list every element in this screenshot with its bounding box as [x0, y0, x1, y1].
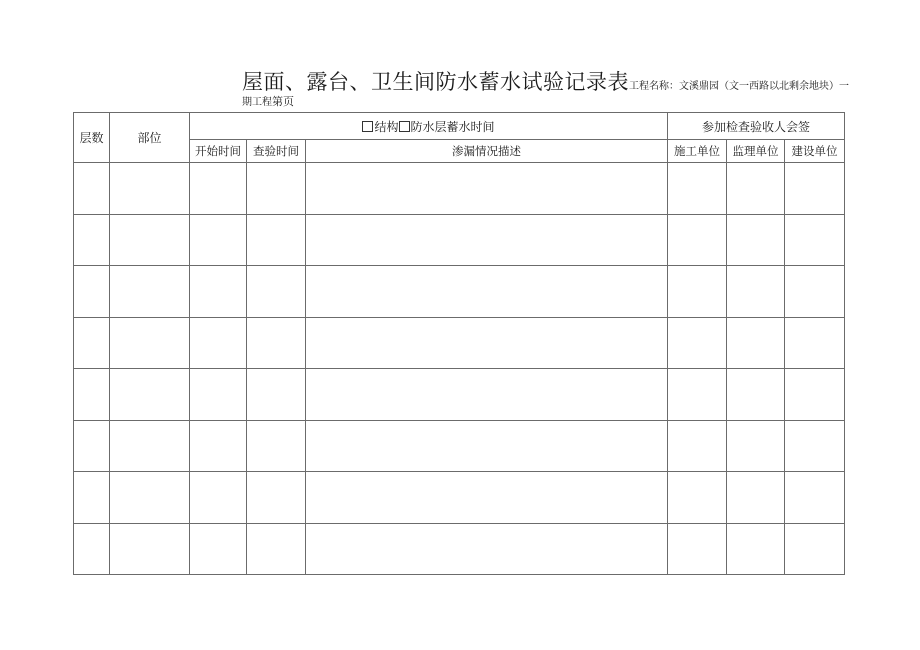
cell-floor[interactable] [74, 214, 110, 266]
form-title [242, 66, 849, 96]
header-floor: 层数 [74, 113, 110, 163]
cell-supervision-unit[interactable] [727, 163, 785, 215]
cell-check-time[interactable] [247, 420, 306, 472]
cell-floor[interactable] [74, 523, 110, 575]
cell-start-time[interactable] [190, 266, 247, 318]
cell-owner-unit[interactable] [785, 266, 845, 318]
header-part: 部位 [110, 113, 190, 163]
record-table [73, 112, 845, 575]
cell-start-time[interactable] [190, 369, 247, 421]
cell-floor[interactable] [74, 369, 110, 421]
cell-construction-unit[interactable] [668, 369, 727, 421]
cell-construction-unit[interactable] [668, 420, 727, 472]
cell-owner-unit[interactable] [785, 472, 845, 524]
cell-leak-description[interactable] [306, 523, 668, 575]
cell-leak-description[interactable] [306, 472, 668, 524]
table-row [74, 472, 845, 524]
page-label: 第页 [272, 95, 294, 108]
cell-construction-unit[interactable] [668, 523, 727, 575]
project-name: 文溪鼎园（文一西路以北剩余地块）一 [679, 81, 849, 92]
cell-owner-unit[interactable] [785, 369, 845, 421]
option-waterproof-label: 防水层蓄水时间 [410, 119, 495, 134]
form-title-main: 屋面、露台、卫生间防水蓄水试验记录表 [242, 70, 629, 94]
cell-part[interactable] [110, 472, 190, 524]
header-start-time: 开始时间 [190, 140, 247, 163]
header-leak-description: 渗漏情况描述 [306, 140, 668, 163]
cell-floor[interactable] [74, 420, 110, 472]
cell-construction-unit[interactable] [668, 163, 727, 215]
checkbox-waterproof-layer[interactable] [399, 121, 410, 132]
cell-leak-description[interactable] [306, 163, 668, 215]
cell-floor[interactable] [74, 266, 110, 318]
project-label: 工程名称： [629, 81, 679, 92]
cell-supervision-unit[interactable] [727, 369, 785, 421]
checkbox-structure[interactable] [362, 121, 373, 132]
cell-leak-description[interactable] [306, 266, 668, 318]
cell-part[interactable] [110, 523, 190, 575]
cell-supervision-unit[interactable] [727, 317, 785, 369]
table-row [74, 317, 845, 369]
cell-leak-description[interactable] [306, 317, 668, 369]
cell-leak-description[interactable] [306, 369, 668, 421]
cell-part[interactable] [110, 266, 190, 318]
table-row [74, 163, 845, 215]
cell-leak-description[interactable] [306, 420, 668, 472]
cell-construction-unit[interactable] [668, 317, 727, 369]
cell-check-time[interactable] [247, 369, 306, 421]
cell-start-time[interactable] [190, 523, 247, 575]
header-row-2 [74, 140, 845, 163]
cell-check-time[interactable] [247, 266, 306, 318]
cell-check-time[interactable] [247, 523, 306, 575]
cell-supervision-unit[interactable] [727, 523, 785, 575]
cell-supervision-unit[interactable] [727, 266, 785, 318]
header-construction-unit: 施工单位 [668, 140, 727, 163]
cell-owner-unit[interactable] [785, 317, 845, 369]
table-row [74, 266, 845, 318]
cell-floor[interactable] [74, 317, 110, 369]
cell-start-time[interactable] [190, 163, 247, 215]
cell-owner-unit[interactable] [785, 214, 845, 266]
cell-construction-unit[interactable] [668, 472, 727, 524]
cell-check-time[interactable] [247, 317, 306, 369]
cell-owner-unit[interactable] [785, 163, 845, 215]
form-title-line2 [242, 93, 294, 109]
cell-check-time[interactable] [247, 163, 306, 215]
cell-part[interactable] [110, 214, 190, 266]
cell-floor[interactable] [74, 163, 110, 215]
cell-part[interactable] [110, 420, 190, 472]
table-row [74, 369, 845, 421]
cell-part[interactable] [110, 163, 190, 215]
header-supervision-unit: 监理单位 [727, 140, 785, 163]
cell-start-time[interactable] [190, 317, 247, 369]
cell-floor[interactable] [74, 472, 110, 524]
cell-owner-unit[interactable] [785, 523, 845, 575]
cell-start-time[interactable] [190, 214, 247, 266]
cell-supervision-unit[interactable] [727, 420, 785, 472]
cell-supervision-unit[interactable] [727, 214, 785, 266]
option-structure-label: 结构 [374, 119, 399, 134]
cell-check-time[interactable] [247, 472, 306, 524]
cell-owner-unit[interactable] [785, 420, 845, 472]
cell-construction-unit[interactable] [668, 266, 727, 318]
cell-supervision-unit[interactable] [727, 472, 785, 524]
header-row-1 [74, 113, 845, 140]
header-sign-group: 参加检查验收人会签 [668, 113, 845, 140]
table-row [74, 420, 845, 472]
cell-leak-description[interactable] [306, 214, 668, 266]
cell-part[interactable] [110, 317, 190, 369]
table-row [74, 214, 845, 266]
cell-check-time[interactable] [247, 214, 306, 266]
table-row [74, 523, 845, 575]
header-owner-unit: 建设单位 [785, 140, 845, 163]
cell-construction-unit[interactable] [668, 214, 727, 266]
header-water-time [190, 113, 668, 140]
cell-start-time[interactable] [190, 420, 247, 472]
project-suffix: 期工程 [242, 97, 272, 108]
cell-part[interactable] [110, 369, 190, 421]
header-check-time: 查验时间 [247, 140, 306, 163]
cell-start-time[interactable] [190, 472, 247, 524]
